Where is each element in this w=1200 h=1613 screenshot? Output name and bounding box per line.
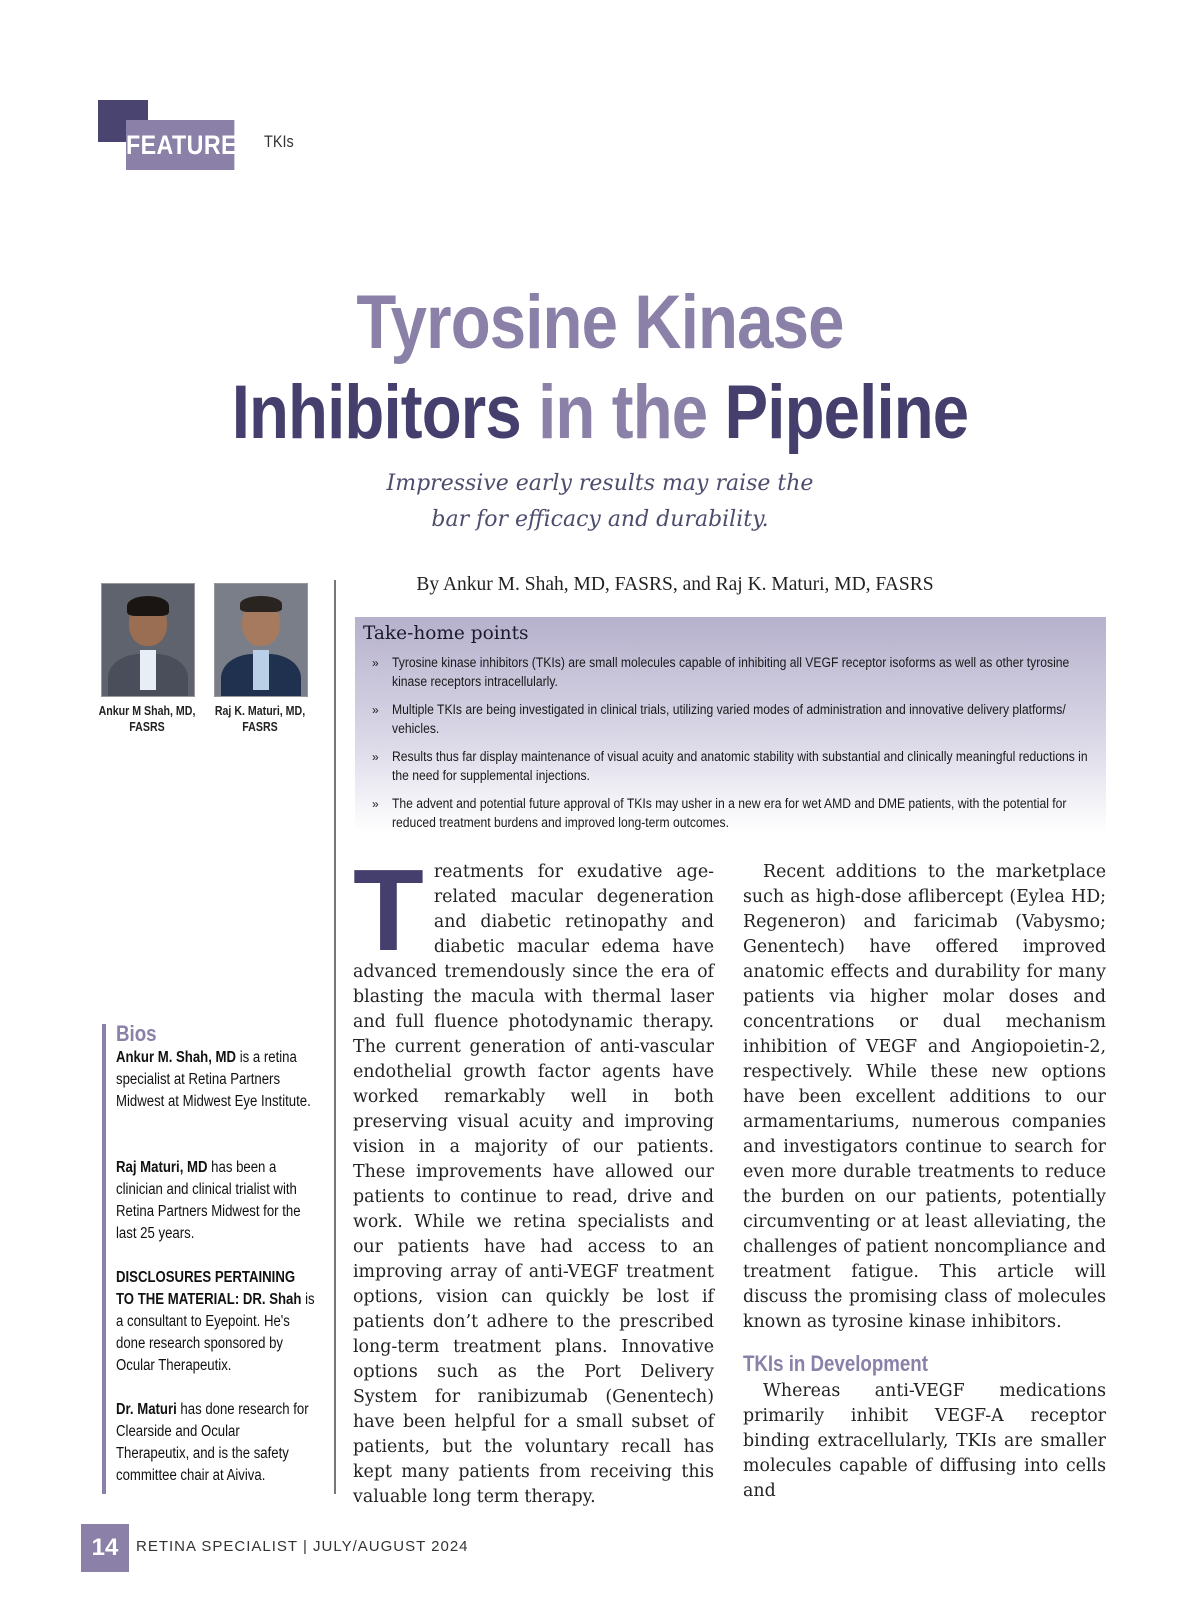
bio-entry [116,1399,316,1487]
author-photo-maturi [214,583,308,697]
subtitle-line-2: bar for efficacy and durability. [431,507,769,532]
bio-entry [116,1047,316,1113]
paragraph-text: reatments for exudative age-related macular degeneration and diabetic retinopathy and diabetic macular edema have advanced tremendously since the era of blasting the macula with thermal laser and full fluence photodynamic therapy. The current generation of anti-vascular endothelial growth factor agents have worked remarkably well in both preserving visual acuity and improving vision in a majority of our patients. These improvements have allowed our patients to continue to read, drive and work. While we retina specialists and our patients have had access to an improving array of anti-VEGF treatment options, vision can quickly be lost if patients don’t adhere to the prescribed long-term treatment plans. Innovative options such as the Port Delivery System for ranibizumab (Genentech) have been helpful for a small subset of patients, but the voluntary recall has kept many patients from receiving this valuable long term therapy. [353,862,714,1507]
body-paragraph-1 [353,845,714,1510]
caption-line: FASRS [129,720,165,734]
bio-name: DISCLOSURES PERTAINING TO THE MATERIAL: DR. Shah [116,1269,302,1308]
bios-accent-bar [102,1024,106,1494]
article-title [0,278,1200,458]
title-word-inhibitors: Inhibitors [231,370,521,455]
take-home-point [372,701,1082,738]
take-home-point [372,748,1088,785]
title-words-in-the: in the [520,370,725,455]
title-line-1: Tyrosine Kinase [356,280,844,365]
take-home-point [372,795,1082,832]
bio-text: has been a clinician and clinical trialist with Retina Partners Midwest for the last 25 years. [116,1159,301,1242]
bio-text: is a consultant to Eyepoint. He's done research sponsored by Ocular Therapeutix. [116,1291,315,1374]
take-home-text: The advent and potential future approval of TKIs may usher in a new era for wet AMD and DME patients, with the potential for reduced treatment burdens and improved long-term outcomes. [392,796,1067,830]
bio-name: Ankur M. Shah, MD [116,1049,237,1066]
take-home-text: Multiple TKIs are being investigated in clinical trials, utilizing varied modes of administration and innovative delivery platforms/ vehicles. [392,702,1066,736]
subtitle-line-1: Impressive early results may raise the [386,471,814,496]
bullet-icon: » [372,797,379,811]
column-divider [334,580,336,1494]
take-home-title: Take-home points [363,623,529,644]
title-word-pipeline: Pipeline [724,370,969,455]
author-photo-shah [101,583,195,697]
drop-cap: T [353,845,424,975]
bio-entry [116,1157,316,1245]
caption-line: Ankur M Shah, MD, [98,704,196,718]
bio-name: Raj Maturi, MD [116,1159,208,1176]
caption-line: Raj K. Maturi, MD, [214,704,306,718]
section-heading: TKIs in Development [743,1351,928,1376]
publication-footer: RETINA SPECIALIST | JULY/AUGUST 2024 [136,1538,469,1555]
body-paragraph-2: Recent additions to the marketplace such as high-dose aflibercept (Eylea HD; Regeneron) and faricimab (Vabysmo; Genentech) have offered improved anatomic effects and durability for many patients via higher molar doses and concentrations or dual mechanism inhibition of VEGF and Angiopoietin-2, respectively. While these new options have been excellent additions to our armamentariums, numerous companies and investigators continue to search for even more durable treatments to reduce the burden on our patients, potentially circumventing or at least alleviating, the challenges of patient noncompliance and treatment fatigue. This article will discuss the promising class of molecules known as tyrosine kinase inhibitors. [743,862,1106,1332]
page-number: 14 [81,1524,129,1572]
body-column-1 [353,845,714,1510]
bio-text: has done research for Clearside and Ocular Therapeutix, and is the safety committee chair at Aiviva. [116,1401,309,1484]
take-home-text: Results thus far display maintenance of visual acuity and anatomic stability with substantial and clinically meaningful reductions in the need for supplemental injections. [392,749,1088,783]
author-caption-maturi [209,703,311,735]
bullet-icon: » [372,703,379,717]
bullet-icon: » [372,750,379,764]
byline: By Ankur M. Shah, MD, FASRS, and Raj K. Maturi, MD, FASRS [416,574,934,595]
bio-text: is a retina specialist at Retina Partners Midwest at Midwest Eye Institute. [116,1049,311,1110]
take-home-text: Tyrosine kinase inhibitors (TKIs) are small molecules capable of inhibiting all VEGF receptor isoforms as well as other tyrosine kinase receptors intracellularly. [392,655,1070,689]
bio-entry [116,1267,316,1377]
bio-name: Dr. Maturi [116,1401,177,1418]
bios-title: Bios [116,1021,157,1046]
bullet-icon: » [372,656,379,670]
article-subtitle [0,466,1200,538]
feature-label: FEATURE [126,120,234,170]
body-column-2 [743,860,1106,1504]
body-paragraph-3: Whereas anti-VEGF medications primarily inhibit VEGF-A receptor binding extracellularly, TKIs are smaller molecules capable of diffusing into cells and [743,1381,1106,1501]
take-home-point [372,654,1082,691]
caption-line: FASRS [242,720,278,734]
title-line-2 [84,368,1116,458]
author-caption-shah [96,703,198,735]
topic-label: TKIs [264,132,294,151]
